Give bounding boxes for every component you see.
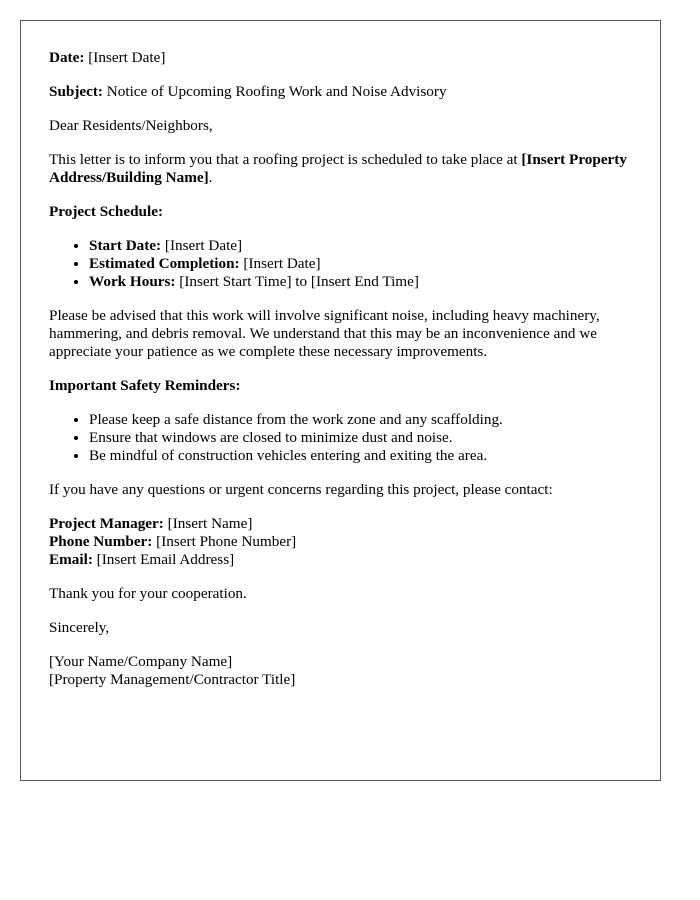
phone-label: Phone Number: <box>49 533 153 550</box>
list-item <box>89 273 632 291</box>
subject-value: Notice of Upcoming Roofing Work and Noise Advisory <box>103 83 447 100</box>
signature-block <box>49 653 632 689</box>
property-address: [Insert Property Address/Building Name] <box>49 151 627 186</box>
safety-heading-text: Important Safety Reminders: <box>49 377 241 394</box>
schedule-list <box>49 237 632 291</box>
date-value: [Insert Date] <box>84 49 166 66</box>
manager-label: Project Manager: <box>49 515 164 532</box>
letter-page <box>20 20 661 781</box>
start-date-value: [Insert Date] <box>161 237 243 254</box>
list-item <box>89 237 632 255</box>
salutation: Dear Residents/Neighbors, <box>49 117 213 134</box>
phone-line <box>49 533 632 551</box>
signature-name: [Your Name/Company Name] <box>49 653 233 670</box>
noise-paragraph: Please be advised that this work will involve significant noise, including heavy machinery, hammering, and debris removal. We understand that this may be an inconvenience and we appreciate your patience as we complete these necessary improvements. <box>49 307 600 360</box>
closing-line: Sincerely, <box>49 619 110 636</box>
intro-paragraph <box>49 151 632 187</box>
work-hours-label: Work Hours: <box>89 273 176 290</box>
phone-value: [Insert Phone Number] <box>152 533 297 550</box>
contact-block <box>49 515 632 569</box>
schedule-heading-text: Project Schedule: <box>49 203 164 220</box>
email-value: [Insert Email Address] <box>92 551 235 568</box>
signature-title: [Property Management/Contractor Title] <box>49 671 296 688</box>
subject-label: Subject: <box>49 83 103 100</box>
list-item: • Please keep a safe distance from the work zone and any scaffolding. <box>89 411 632 429</box>
contact-intro: If you have any questions or urgent concerns regarding this project, please contact: <box>49 481 553 498</box>
work-hours-value: [Insert Start Time] to [Insert End Time] <box>175 273 419 290</box>
intro-end: . <box>208 169 213 186</box>
thanks-line: Thank you for your cooperation. <box>49 585 247 602</box>
email-line <box>49 551 632 569</box>
date-line <box>49 49 632 67</box>
start-date-label: Start Date: <box>89 237 162 254</box>
manager-line <box>49 515 632 533</box>
safety-list <box>49 411 632 465</box>
manager-value: [Insert Name] <box>163 515 253 532</box>
email-label: Email: <box>49 551 93 568</box>
subject-line <box>49 83 632 101</box>
date-label: Date: <box>49 49 85 66</box>
completion-label: Estimated Completion: <box>89 255 240 272</box>
schedule-heading <box>49 203 632 221</box>
safety-heading <box>49 377 632 395</box>
list-item: • Ensure that windows are closed to minimize dust and noise. <box>89 429 632 447</box>
list-item <box>89 255 632 273</box>
list-item: • Be mindful of construction vehicles entering and exiting the area. <box>89 447 632 465</box>
completion-value: [Insert Date] <box>239 255 321 272</box>
intro-text: This letter is to inform you that a roofing project is scheduled to take place at <box>49 151 522 168</box>
